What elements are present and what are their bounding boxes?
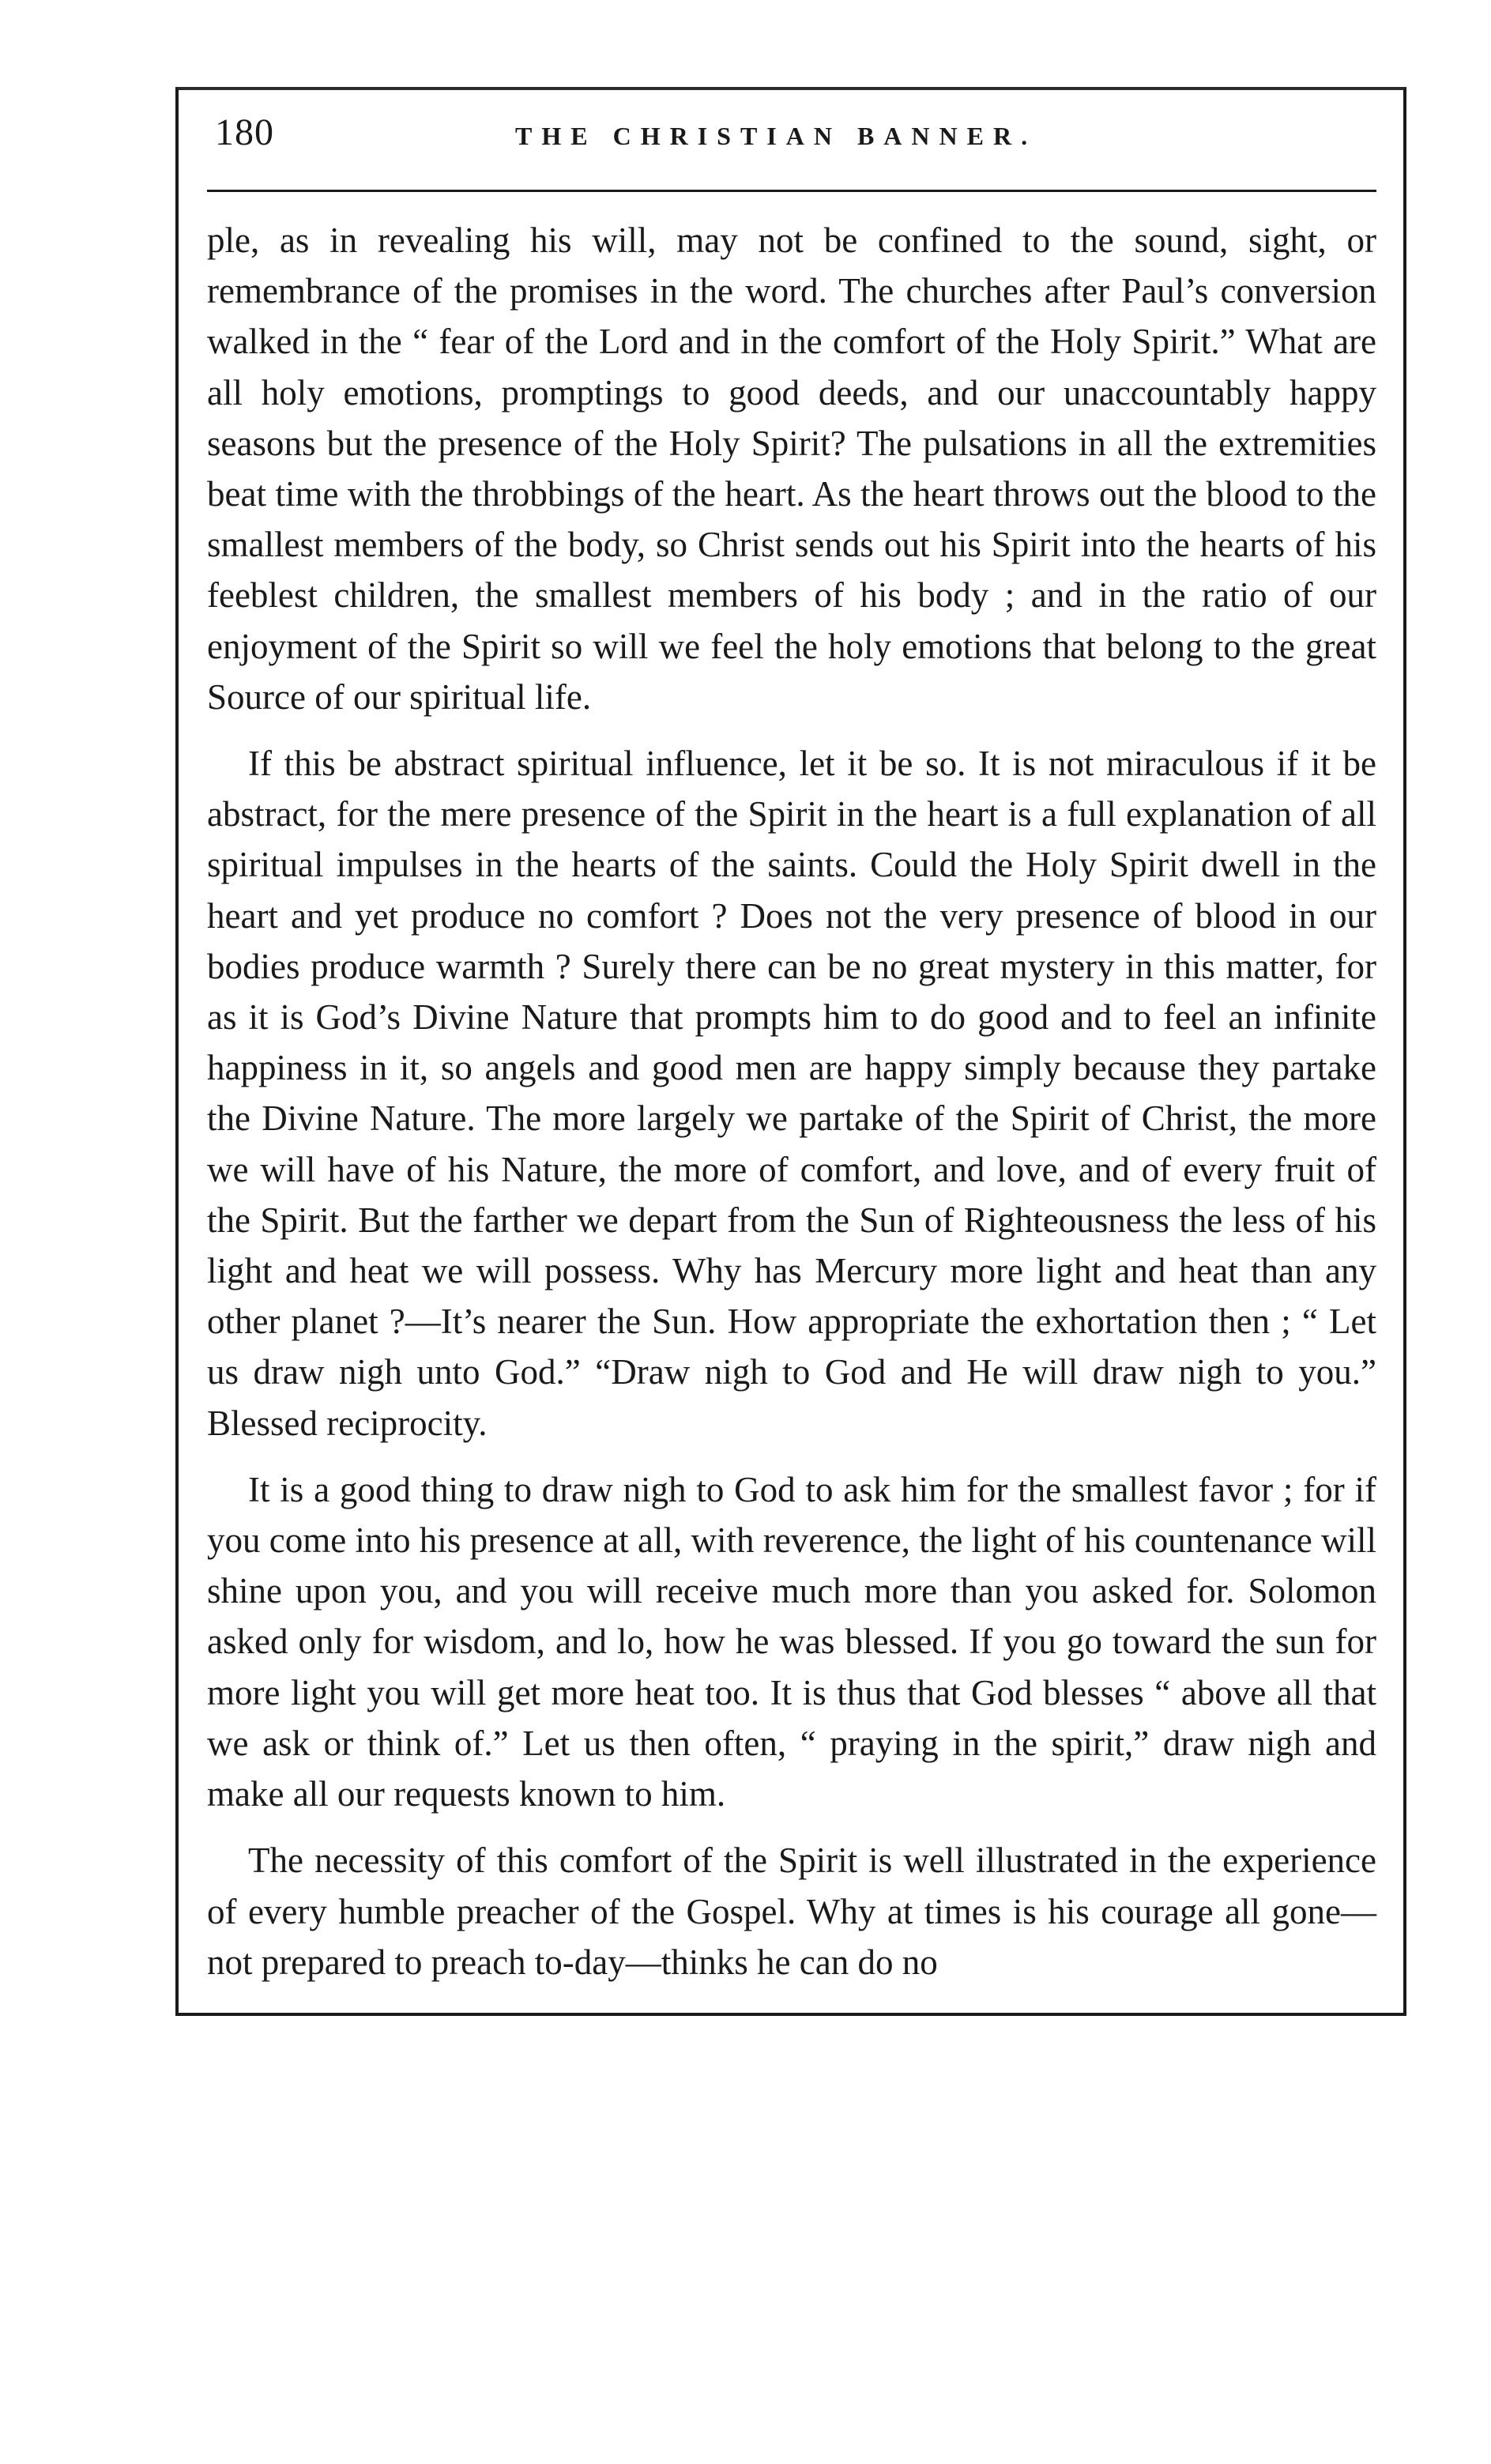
paragraph: It is a good thing to draw nigh to God to ask him for the smallest favor ; for if you come into his presence at all, with reverence, the light of his countenance will shine upon you, and you will receive much more than you asked for. Solomon asked only for wisdom, and lo, how he was blessed. If you go toward the sun for more light you will get more heat too. It is thus that God blesses “ above all that we ask or think of.” Let us then often, “ praying in the spirit,” draw nigh and make all our requests known to him. xyxy=(207,1469,1376,1814)
running-title: THE CHRISTIAN BANNER. xyxy=(515,122,1037,150)
page-number: 180 xyxy=(215,111,274,153)
page-header xyxy=(207,111,1376,174)
header-divider xyxy=(207,190,1376,192)
body-text xyxy=(207,215,1376,2003)
paragraph: ple, as in revealing his will, may not be confined to the sound, sight, or remembrance of the promises in the word. The churches after Paul’s conversion walked in the “ fear of the Lord and in the comfort of the Holy Spirit.” What are all holy emotions, promptings to good deeds, and our unaccountably happy seasons but the presence of the Holy Spirit? The pulsations in all the extremities beat time with the throbbings of the heart. As the heart throws out the blood to the smallest members of the body, so Christ sends out his Spirit into the hearts of his feeblest children, the smallest members of his body ; and in the ratio of our enjoyment of the Spirit so will we feel the holy emotions that belong to the great Source of our spiritual life. xyxy=(207,220,1376,717)
paragraph: If this be abstract spiritual influence, let it be so. It is not miraculous if it be abstract, for the mere presence of the Spirit in the heart is a full explanation of all spiritual impulses in the hearts of the saints. Could the Holy Spirit dwell in the heart and yet produce no comfort ? Does not the very presence of blood in our bodies produce warmth ? Surely there can be no great mystery in this matter, for as it is God’s Divine Nature that prompts him to do good and to feel an infinite happiness in it, so angels and good men are happy simply because they partake the Divine Nature. The more largely we partake of the Spirit of Christ, the more we will have of his Nature, the more of comfort, and love, and of every fruit of the Spirit. But the farther we depart from the Sun of Righteousness the less of his light and heat we will possess. Why has Mercury more light and heat than any other planet ?—It’s nearer the Sun. How appropriate the exhortation then ; “ Let us draw nigh unto God.” “Draw nigh to God and He will draw nigh to you.” Blessed reciprocity. xyxy=(207,744,1376,1443)
paragraph: The necessity of this comfort of the Spirit is well illustrated in the experience of every humble preacher of the Gospel. Why at times is his courage all gone—not prepared to preach to-day—thinks he can do no xyxy=(207,1840,1376,1982)
